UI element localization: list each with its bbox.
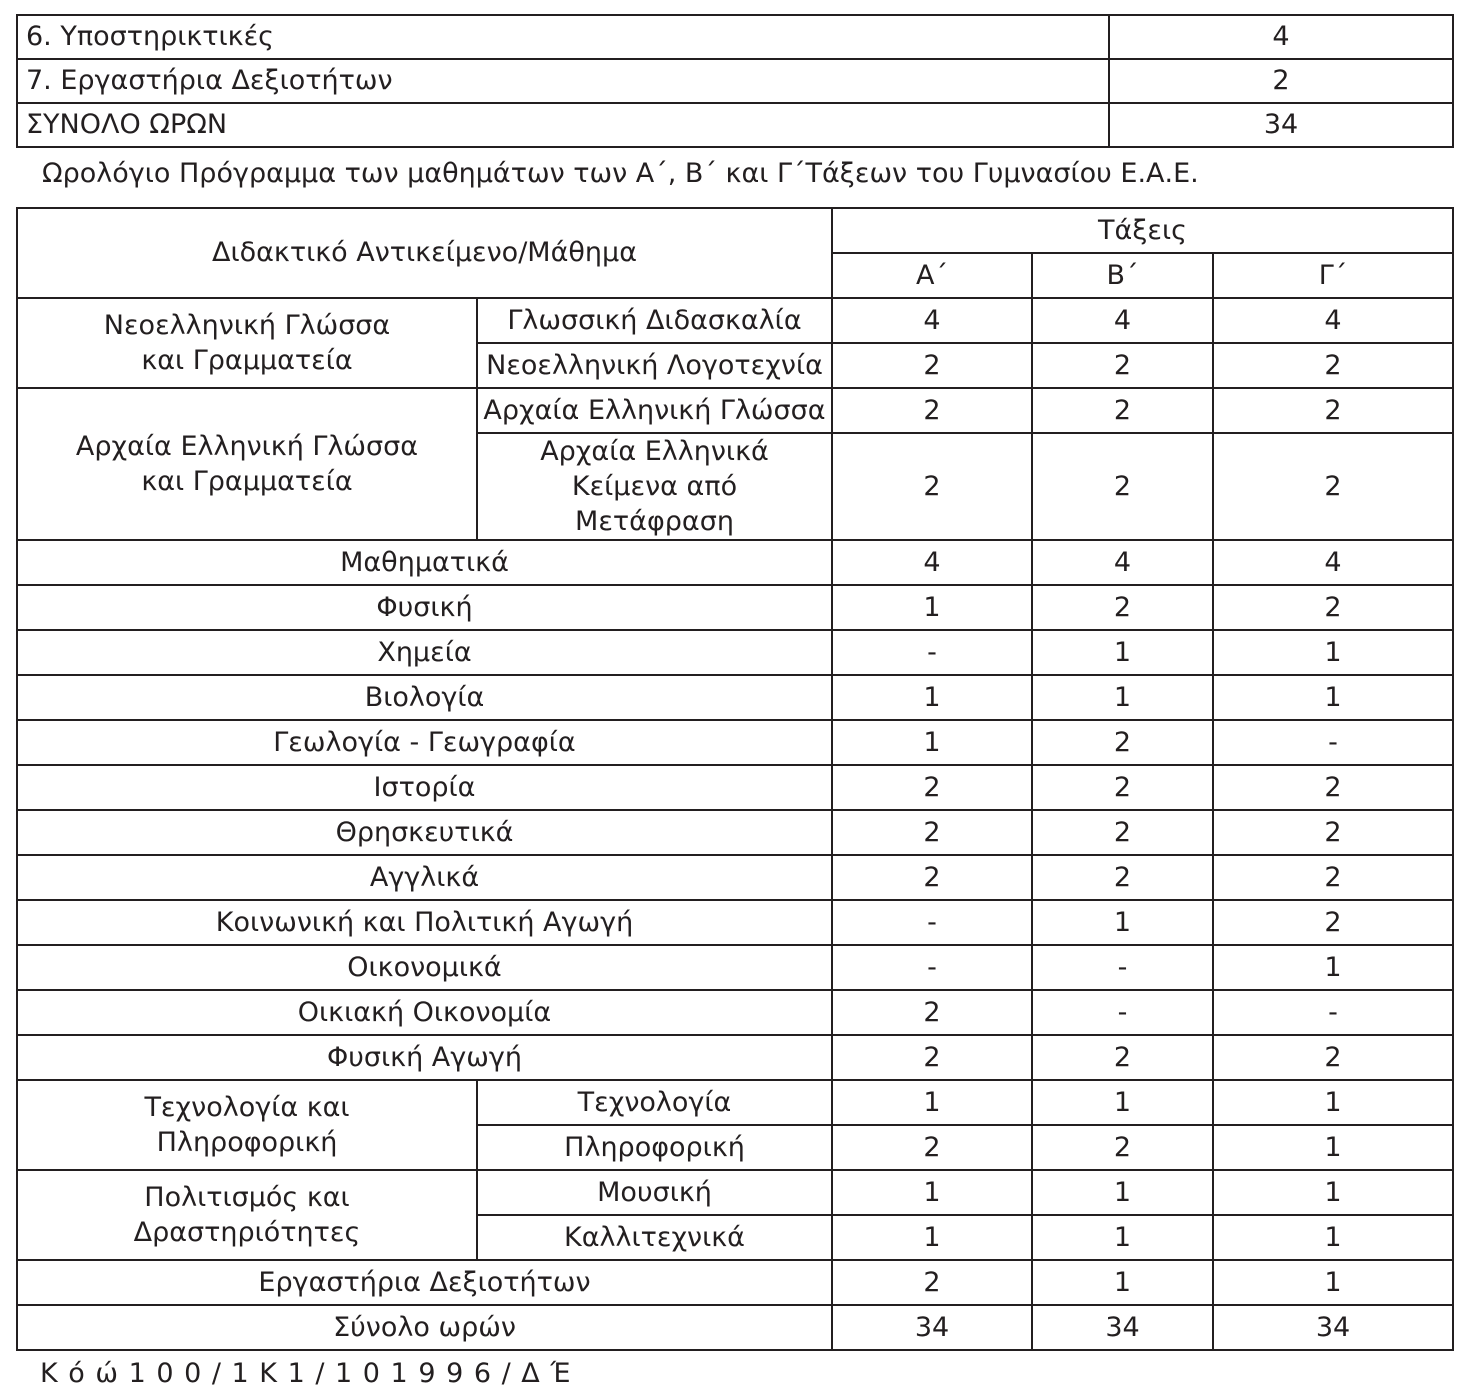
- table-row: [17, 1035, 1453, 1080]
- hours-b: 2: [1032, 1125, 1213, 1170]
- hours-b: 2: [1032, 585, 1213, 630]
- hours-c: 1: [1213, 1080, 1453, 1125]
- hours-b: -: [1032, 945, 1213, 990]
- subject-name: Νεοελληνική Λογοτεχνία: [477, 343, 832, 388]
- top-hours-table: [16, 14, 1454, 148]
- hours-a: 2: [832, 855, 1032, 900]
- table-row: [17, 540, 1453, 585]
- hours-a: -: [832, 630, 1032, 675]
- hours-c: 1: [1213, 1215, 1453, 1260]
- table-row: [17, 298, 1453, 343]
- subject-name: Οικιακή Οικονομία: [17, 990, 832, 1035]
- total-a: 34: [832, 1305, 1032, 1350]
- hours-b: 2: [1032, 765, 1213, 810]
- hours-b: 1: [1032, 1170, 1213, 1215]
- table-row: [17, 990, 1453, 1035]
- hours-b: 2: [1032, 1035, 1213, 1080]
- table-row: [17, 855, 1453, 900]
- class-c-header: Γ΄: [1213, 253, 1453, 298]
- hours-b: 1: [1032, 1080, 1213, 1125]
- table-caption: Ωρολόγιο Πρόγραμμα των μαθημάτων των Α΄, Β΄ και Γ΄Τάξεων του Γυμνασίου Ε.Α.Ε.: [42, 158, 1199, 189]
- hours-a: 2: [832, 1035, 1032, 1080]
- hours-b: 2: [1032, 855, 1213, 900]
- table-row: [17, 900, 1453, 945]
- hours-b: 4: [1032, 298, 1213, 343]
- total-label: ΣΥΝΟΛΟ ΩΡΩΝ: [17, 103, 1109, 147]
- hours-b: 2: [1032, 810, 1213, 855]
- group-name: Τεχνολογία και Πληροφορική: [17, 1080, 477, 1170]
- hours-c: 4: [1213, 540, 1453, 585]
- hours-c: 2: [1213, 1035, 1453, 1080]
- hours-b: -: [1032, 990, 1213, 1035]
- hours-a: 2: [832, 433, 1032, 540]
- total-label: Σύνολο ωρών: [17, 1305, 832, 1350]
- hours-c: 2: [1213, 810, 1453, 855]
- classes-header: Τάξεις: [832, 208, 1453, 253]
- hours-a: -: [832, 900, 1032, 945]
- hours-c: 2: [1213, 585, 1453, 630]
- hours-b: 2: [1032, 343, 1213, 388]
- total-b: 34: [1032, 1305, 1213, 1350]
- table-row: [17, 1260, 1453, 1305]
- subject-name: Τεχνολογία: [477, 1080, 832, 1125]
- subject-name: Κοινωνική και Πολιτική Αγωγή: [17, 900, 832, 945]
- group-name: Νεοελληνική Γλώσσα και Γραμματεία: [17, 298, 477, 388]
- hours-a: 2: [832, 990, 1032, 1035]
- subject-name: Αρχαία Ελληνική Γλώσσα: [477, 388, 832, 433]
- hours-c: 1: [1213, 1260, 1453, 1305]
- total-row: [17, 1305, 1453, 1350]
- subject-name: Γλωσσική Διδασκαλία: [477, 298, 832, 343]
- hours-a: 2: [832, 1260, 1032, 1305]
- subject-name: Αγγλικά: [17, 855, 832, 900]
- subject-name: Φυσική Αγωγή: [17, 1035, 832, 1080]
- hours-b: 1: [1032, 675, 1213, 720]
- hours-c: 4: [1213, 298, 1453, 343]
- hours-c: 1: [1213, 945, 1453, 990]
- hours-a: 1: [832, 1215, 1032, 1260]
- row-value: 2: [1109, 59, 1453, 103]
- table-row: [17, 945, 1453, 990]
- hours-c: 2: [1213, 900, 1453, 945]
- hours-a: 4: [832, 298, 1032, 343]
- hours-c: -: [1213, 990, 1453, 1035]
- table-row: [17, 1170, 1453, 1215]
- hours-b: 1: [1032, 1215, 1213, 1260]
- subject-name: Γεωλογία - Γεωγραφία: [17, 720, 832, 765]
- subject-name: Μουσική: [477, 1170, 832, 1215]
- class-a-header: Α΄: [832, 253, 1032, 298]
- hours-b: 2: [1032, 720, 1213, 765]
- hours-c: 2: [1213, 433, 1453, 540]
- hours-b: 2: [1032, 388, 1213, 433]
- hours-a: 1: [832, 1080, 1032, 1125]
- subject-name: Αρχαία Ελληνικά Κείμενα από Μετάφραση: [477, 433, 832, 540]
- hours-c: -: [1213, 720, 1453, 765]
- timetable: [16, 207, 1454, 1351]
- table-row: [17, 15, 1453, 59]
- table-row: [17, 720, 1453, 765]
- table-row: [17, 675, 1453, 720]
- table-row: [17, 59, 1453, 103]
- hours-c: 2: [1213, 343, 1453, 388]
- hours-b: 1: [1032, 900, 1213, 945]
- hours-b: 2: [1032, 433, 1213, 540]
- table-row: [17, 103, 1453, 147]
- hours-b: 1: [1032, 630, 1213, 675]
- cut-off-footer-text: Κ ό ώ 1 0 0 / 1 Κ 1 / 1 0 1 9 9 6 / Δ Έ: [40, 1358, 572, 1389]
- table-row: [17, 810, 1453, 855]
- table-row: [17, 1080, 1453, 1125]
- table-row: [17, 585, 1453, 630]
- group-name: Αρχαία Ελληνική Γλώσσα και Γραμματεία: [17, 388, 477, 540]
- hours-b: 1: [1032, 1260, 1213, 1305]
- table-row: [17, 765, 1453, 810]
- subject-name: Μαθηματικά: [17, 540, 832, 585]
- row-value: 4: [1109, 15, 1453, 59]
- subject-name: Καλλιτεχνικά: [477, 1215, 832, 1260]
- table-row: [17, 388, 1453, 433]
- hours-b: 4: [1032, 540, 1213, 585]
- hours-a: 4: [832, 540, 1032, 585]
- hours-c: 1: [1213, 1170, 1453, 1215]
- total-value: 34: [1109, 103, 1453, 147]
- hours-a: 2: [832, 1125, 1032, 1170]
- subject-name: Φυσική: [17, 585, 832, 630]
- subject-name: Χημεία: [17, 630, 832, 675]
- subject-name: Θρησκευτικά: [17, 810, 832, 855]
- row-label: 6. Υποστηρικτικές: [17, 15, 1109, 59]
- total-c: 34: [1213, 1305, 1453, 1350]
- hours-a: 1: [832, 675, 1032, 720]
- class-b-header: Β΄: [1032, 253, 1213, 298]
- subject-name: Βιολογία: [17, 675, 832, 720]
- subject-name: Εργαστήρια Δεξιοτήτων: [17, 1260, 832, 1305]
- table-row: [17, 630, 1453, 675]
- hours-c: 2: [1213, 855, 1453, 900]
- row-label: 7. Εργαστήρια Δεξιοτήτων: [17, 59, 1109, 103]
- subject-name: Οικονομικά: [17, 945, 832, 990]
- hours-c: 2: [1213, 388, 1453, 433]
- subject-name: Ιστορία: [17, 765, 832, 810]
- header-row: [17, 208, 1453, 253]
- hours-a: 2: [832, 765, 1032, 810]
- hours-a: 2: [832, 388, 1032, 433]
- hours-a: -: [832, 945, 1032, 990]
- hours-a: 2: [832, 810, 1032, 855]
- subject-name: Πληροφορική: [477, 1125, 832, 1170]
- subject-header: Διδακτικό Αντικείμενο/Μάθημα: [17, 208, 832, 298]
- hours-a: 2: [832, 343, 1032, 388]
- hours-c: 1: [1213, 1125, 1453, 1170]
- hours-c: 2: [1213, 765, 1453, 810]
- hours-c: 1: [1213, 630, 1453, 675]
- hours-a: 1: [832, 1170, 1032, 1215]
- hours-c: 1: [1213, 675, 1453, 720]
- hours-a: 1: [832, 585, 1032, 630]
- group-name: Πολιτισμός και Δραστηριότητες: [17, 1170, 477, 1260]
- hours-a: 1: [832, 720, 1032, 765]
